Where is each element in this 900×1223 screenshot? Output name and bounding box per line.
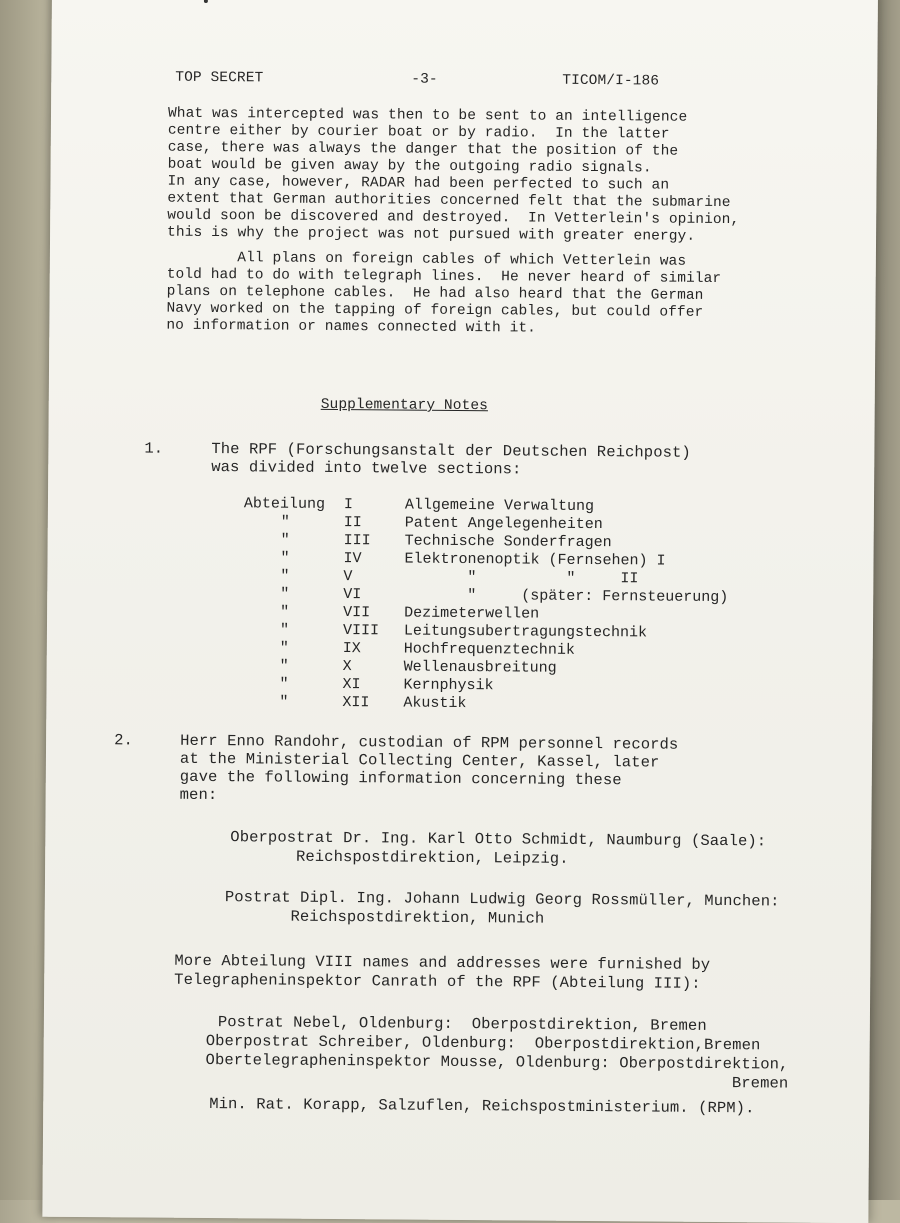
- section-numeral: XI: [342, 676, 361, 694]
- classification-label: TOP SECRET: [175, 69, 264, 87]
- text-line: All plans on foreign cables of which Vetterlein was: [166, 249, 687, 270]
- punch-mark: [204, 0, 208, 3]
- section-name: Kernphysik: [403, 676, 494, 695]
- text-line: Navy worked on the tapping of foreign cables, but could offer: [166, 300, 704, 321]
- text-line: was divided into twelve sections:: [211, 458, 522, 479]
- section-name: Elektronenoptik (Fernsehen) I: [404, 550, 666, 570]
- section-name: Patent Angelegenheiten: [404, 514, 603, 534]
- section-prefix: ": [280, 549, 290, 567]
- text-line: In any case, however, RADAR had been perfected to such an: [167, 173, 670, 194]
- text-line: boat would be given away by the outgoing radio signals.: [167, 156, 652, 177]
- section-numeral: VIII: [342, 622, 380, 640]
- section-name: " (später: Fernsteuerung): [404, 586, 729, 607]
- section-name: Technische Sonderfragen: [404, 532, 612, 552]
- text-line: this is why the project was not pursued with greater energy.: [167, 224, 696, 245]
- section-prefix: ": [279, 639, 289, 657]
- text-line: The RPF (Forschungsanstalt der Deutschen Reichpost): [211, 440, 691, 462]
- section-name: Hochfrequenztechnik: [403, 640, 575, 659]
- text-line: extent that German authorities concerned felt that the submarine: [167, 190, 731, 212]
- text-line: men:: [179, 785, 218, 805]
- address-line: Obertelegrapheninspektor Mousse, Oldenburg: Oberpostdirektion,: [205, 1050, 789, 1074]
- person-line: Oberpostrat Dr. Ing. Karl Otto Schmidt, Naumburg (Saale):: [230, 828, 767, 851]
- section-prefix: ": [279, 693, 289, 711]
- section-prefix: ": [279, 621, 290, 639]
- text-line: told had to do with telegraph lines. He never heard of similar: [166, 266, 722, 288]
- page-number: -3-: [411, 71, 438, 88]
- address-line: Oberpostrat Schreiber, Oldenburg: Oberpostdirektion,Bremen: [205, 1031, 761, 1055]
- section-name: Leitungsubertragungstechnik: [403, 622, 648, 642]
- section-prefix: ": [280, 603, 290, 621]
- section-prefix: ": [279, 657, 289, 675]
- section-numeral: II: [343, 514, 362, 532]
- text-line: plans on telephone cables. He had also heard that the German: [166, 283, 704, 304]
- address-line: Postrat Nebel, Oldenburg: Oberpostdirektion, Bremen: [217, 1013, 707, 1035]
- section-numeral: VI: [343, 586, 362, 604]
- text-line: no information or names connected with it.: [166, 317, 537, 337]
- section-name: " " II: [404, 568, 639, 588]
- text-line: at the Ministerial Collecting Center, Kassel, later: [179, 749, 660, 772]
- section-numeral: I: [343, 496, 354, 514]
- section-numeral: XII: [342, 694, 370, 712]
- text-line: What was intercepted was then to be sent to an intelligence: [167, 105, 688, 126]
- section-name: Wellenausbreitung: [403, 658, 557, 677]
- section-prefix: Abteilung: [243, 495, 326, 513]
- address-line: Bremen: [205, 1069, 789, 1093]
- section-prefix: ": [280, 585, 290, 603]
- section-numeral: IX: [342, 640, 361, 658]
- section-numeral: IV: [343, 550, 362, 568]
- text-line: Telegrapheninspektor Canrath of the RPF (Abteilung III):: [174, 970, 701, 993]
- text-line: case, there was always the danger that the position of the: [167, 139, 679, 160]
- text-line: centre either by courier boat or by radio. In the latter: [167, 122, 670, 143]
- document-reference: TICOM/I-186: [562, 72, 660, 90]
- document-page: [42, 0, 878, 1223]
- text-line: Herr Enno Randohr, custodian of RPM personnel records: [180, 731, 679, 754]
- section-name: Allgemeine Verwaltung: [404, 496, 595, 516]
- text-line: would soon be discovered and destroyed. In Vetterlein's opinion,: [167, 207, 740, 229]
- section-heading: Supplementary Notes: [320, 396, 489, 415]
- section-prefix: ": [279, 675, 289, 693]
- section-prefix: ": [280, 567, 290, 585]
- text-line: More Abteilung VIII names and addresses were furnished by: [174, 951, 711, 974]
- section-name: Dezimeterwellen: [404, 604, 540, 623]
- person-line: Postrat Dipl. Ing. Johann Ludwig Georg Rossmüller, Munchen:: [224, 888, 780, 911]
- section-numeral: VII: [343, 604, 371, 622]
- text-line: gave the following information concerning these: [179, 767, 622, 790]
- person-line: Reichspostdirektion, Munich: [224, 907, 545, 928]
- section-name: Akustik: [403, 694, 467, 713]
- section-numeral: III: [343, 532, 371, 550]
- section-prefix: ": [280, 531, 290, 549]
- section-prefix: ": [280, 513, 290, 531]
- person-line: Reichspostdirektion, Leipzig.: [230, 847, 569, 868]
- note-number: 2.: [114, 731, 133, 750]
- section-numeral: V: [343, 568, 353, 586]
- section-numeral: X: [342, 658, 352, 676]
- note-number: 1.: [144, 439, 164, 458]
- address-line: Min. Rat. Korapp, Salzuflen, Reichspostministerium. (RPM).: [209, 1095, 755, 1118]
